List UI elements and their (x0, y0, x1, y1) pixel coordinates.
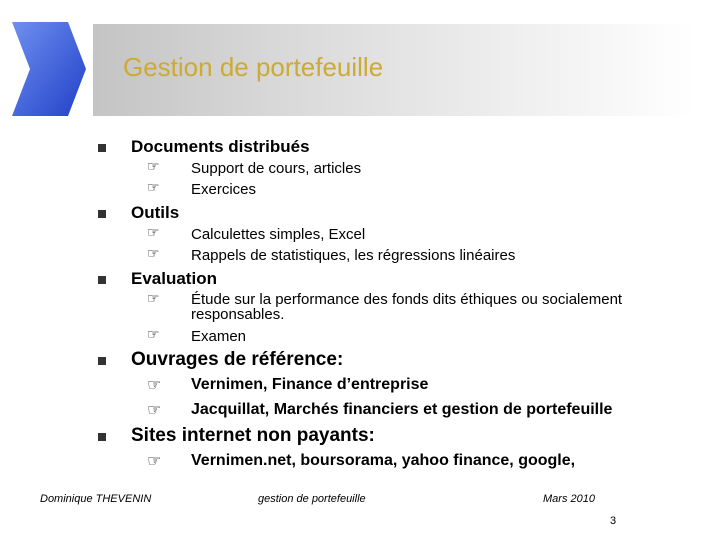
square-bullet-icon (98, 433, 106, 441)
list-item: Jacquillat, Marchés financiers et gestion de portefeuille (191, 401, 613, 418)
slide-title: Gestion de portefeuille (123, 52, 384, 82)
square-bullet-icon (98, 357, 106, 365)
square-bullet-icon (98, 144, 106, 152)
list-item: Rappels de statistiques, les régressions linéaires (191, 247, 516, 264)
list-item: Calculettes simples, Excel (191, 226, 366, 243)
list-item: Examen (191, 328, 247, 345)
chevron-decoration-icon (12, 22, 86, 116)
pointing-hand-icon: ☞ (147, 400, 162, 419)
list-item: Exercices (191, 181, 257, 198)
pointing-hand-icon: ☞ (147, 451, 162, 470)
section-heading: Documents distribués (131, 137, 310, 156)
list-item: Vernimen, Finance d’entreprise (191, 376, 429, 393)
section-heading: Sites internet non payants: (131, 425, 375, 446)
pointing-hand-icon: ☞ (147, 159, 160, 175)
list-item: Étude sur la performance des fonds dits éthiques ou socialement responsables. (191, 291, 623, 323)
pointing-hand-icon: ☞ (147, 180, 160, 196)
section-heading: Ouvrages de référence: (131, 349, 344, 370)
square-bullet-icon (98, 276, 106, 284)
pointing-hand-icon: ☞ (147, 291, 160, 307)
page-number: 3 (610, 515, 617, 527)
list-item: Vernimen.net, boursorama, yahoo finance, google, (191, 452, 576, 469)
pointing-hand-icon: ☞ (147, 327, 160, 343)
list-item: Support de cours, articles (191, 160, 362, 177)
pointing-hand-icon: ☞ (147, 225, 160, 241)
footer-date: Mars 2010 (543, 493, 595, 505)
square-bullet-icon (98, 210, 106, 218)
pointing-hand-icon: ☞ (147, 246, 160, 262)
footer-author: Dominique THEVENIN (40, 493, 152, 505)
section-heading: Evaluation (131, 269, 217, 288)
section-heading: Outils (131, 203, 180, 222)
pointing-hand-icon: ☞ (147, 375, 162, 394)
footer-course: gestion de portefeuille (258, 493, 366, 505)
